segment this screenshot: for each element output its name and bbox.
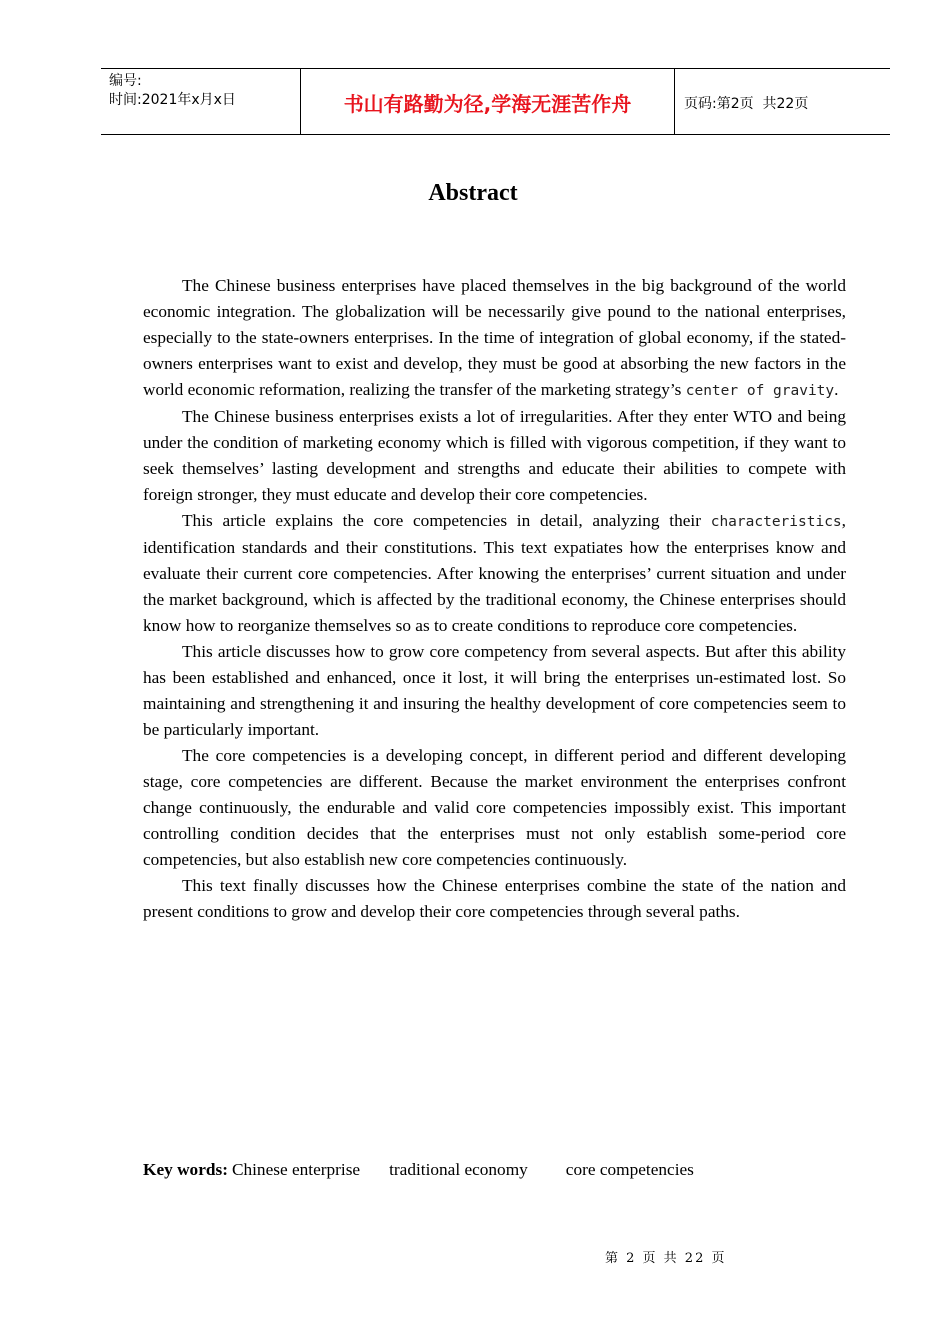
header-page-info: 页码:第2页 共22页 <box>684 95 809 112</box>
paragraph-2: The Chinese business enterprises exists a lot of irregularities. After they enter WTO and being under the condition of marketing economy which is filled with vigorous competition, if they want to seek themselves’ lasting development and strengths and educate their abilities to compete with foreign stronger, they must educate and develop their core competencies. <box>143 407 846 504</box>
paragraph-1-end: . <box>834 380 839 399</box>
header-meta-cell <box>101 69 301 134</box>
page-header <box>101 68 890 135</box>
paragraph-3-mono-term: characteristics <box>710 514 842 530</box>
paragraph-1-text: The Chinese business enterprises have placed themselves in the big background of the world economic integration. The globalization will be necessarily give pound to the national enterprises, especially to the state-owners enterprises. In the time of integration of global economy, if the stated-owners enterprises want to exist and develop, they must be good at absorbing the new factors in the world economic reformation, realizing the transfer of the marketing strategy’s <box>143 276 846 399</box>
paragraph-6: This text finally discusses how the Chinese enterprises combine the state of the nation and present conditions to grow and develop their core competencies through several paths. <box>143 876 846 921</box>
keywords-line <box>143 1157 846 1183</box>
paragraph-3-rest: , identification standards and their constitutions. This text expatiates how the enterprises know and evaluate their current core competencies. After knowing the enterprises’ current situation and under the market background, which is affected by the traditional economy, the Chinese enterprises should know how to reorganize themselves so as to create conditions to reproduce core competencies. <box>143 511 846 635</box>
keyword-item: traditional economy <box>389 1160 528 1179</box>
paragraph-3-start: This article explains the core competencies in detail, analyzing their <box>182 511 711 530</box>
header-motto: 书山有路勤为径,学海无涯苦作舟 <box>301 69 675 134</box>
paragraph-1-mono-term: center of gravity <box>685 383 835 399</box>
abstract-body <box>143 273 846 925</box>
keyword-item: core competencies <box>565 1160 694 1179</box>
document-number-label: 编号: <box>109 73 142 89</box>
keyword-item: Chinese enterprise <box>231 1160 361 1179</box>
paragraph-1 <box>143 273 846 404</box>
page-footer: 第 2 页 共 22 页 <box>605 1251 727 1266</box>
paragraph-3 <box>143 508 846 639</box>
paragraph-4: This article discusses how to grow core competency from several aspects. But after this ability has been established and enhanced, once it lost, it will bring the enterprises un-estimated lost. So maintaining and strengthening it and insuring the healthy development of core competencies seem to be particularly important. <box>143 642 846 739</box>
keywords-label: Key words: <box>143 1160 228 1179</box>
header-page-cell <box>675 69 890 134</box>
paragraph-5: The core competencies is a developing concept, in different period and different developing stage, core competencies are different. Because the market environment the enterprises confront change continuously, the endurable and valid core competencies impossibly exist. This important controlling condition decides that the enterprises must not only establish some-period core competencies, but also establish new core competencies continuously. <box>143 746 846 869</box>
document-date: 时间:2021年x月x日 <box>109 92 236 108</box>
page-title: Abstract <box>428 180 518 206</box>
